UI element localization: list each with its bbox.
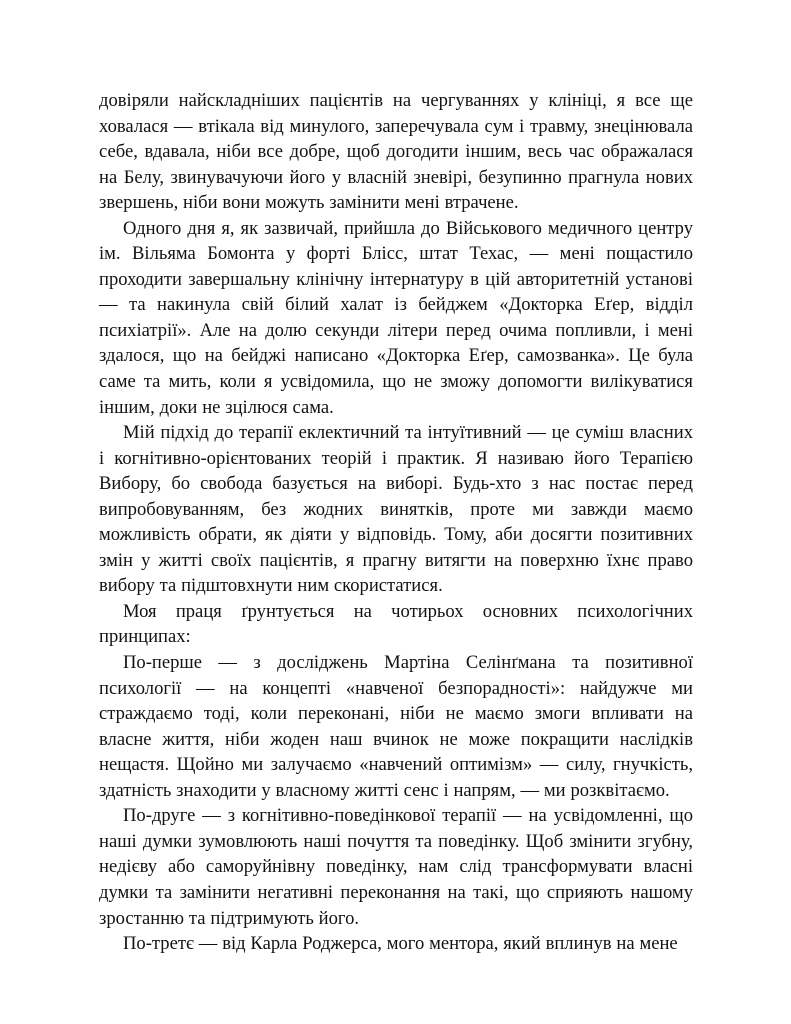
paragraph: Мій підхід до терапії еклектичний та інтуїтивний — це суміш власних і когнітивно-орієнтованих теорій і практик. Я називаю його Терапією Вибору, бо свобода базується на виборі. Будь-хто з нас постає перед випробовуванням, без жодних винятків, проте ми завжди маємо можливість обрати, як діяти у відповідь. Тому, аби досягти позитивних змін у житті своїх пацієнтів, я прагну витягти на поверхню їхнє право вибору та підштовхнути ним скористатися. <box>99 422 693 597</box>
paragraph: По-друге — з когнітивно-поведінкової терапії — на усвідомленні, що наші думки зумовлюють наші почуття та поведінку. Щоб змінити згубну, недієву або саморуйнівну поведінку, нам слід трансформувати власні думки та замінити негативні переконання на такі, що сприяють нашому зростанню та підтримують його. <box>99 805 693 929</box>
paragraph: довіряли найскладніших пацієнтів на чергуваннях у клініці, я все ще ховалася — втікала від минулого, заперечувала сум і травму, знецінювала себе, вдавала, ніби все добре, щоб догодити іншим, весь час ображалася на Белу, звинувачуючи його у власній зневірі, безупинно прагнула нових звершень, ніби вони можуть замінити мені втрачене. <box>99 90 693 214</box>
paragraph: Одного дня я, як зазвичай, прийшла до Військового медичного центру ім. Вільяма Бомонта у форті Блісс, штат Техас, — мені пощастило проходити завершальну клінічну інтернатуру в цій авторитетній установі — та накинула свій білий халат із бейджем «Докторка Еґер, відділ психіатрії». Але на долю секунди літери перед очима попливли, і мені здалося, що на бейджі написано «Докторка Еґер, самозванка». Це була саме та мить, коли я усвідомила, що не зможу допомогти вилікуватися іншим, доки не зцілюся сама. <box>99 217 693 418</box>
paragraph: По-третє — від Карла Роджерса, мого ментора, який вплинув на мене <box>123 933 678 955</box>
paragraph: По-перше — з досліджень Мартіна Селінґмана та позитивної психології — на концепті «навченої безпорадності»: найдужче ми страждаємо тоді, коли переконані, ніби не маємо змоги впливати на власне життя, ніби жоден наш вчинок не може покращити наслідків нещастя. Щойно ми залучаємо «навчений оптимізм» — силу, гнучкість, здатність знаходити у власному житті сенс і напрям, — ми розквітаємо. <box>99 652 693 801</box>
paragraph: Моя праця ґрунтується на чотирьох основних психологічних принципах: <box>99 600 693 648</box>
body-text-column <box>99 88 693 957</box>
